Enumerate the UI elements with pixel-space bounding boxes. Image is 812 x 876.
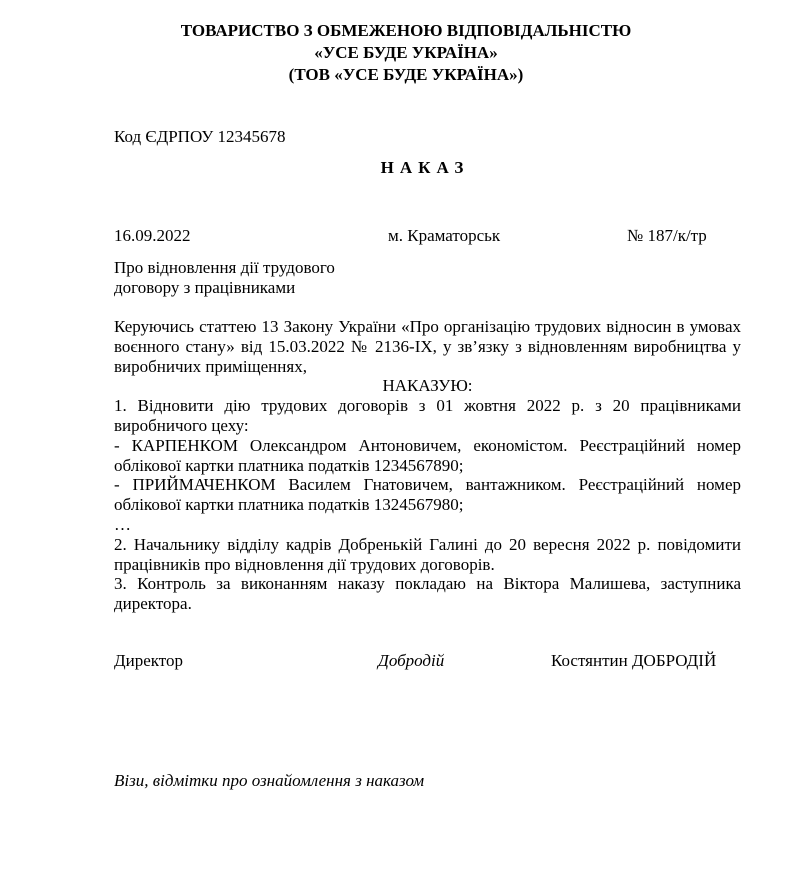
order-item-3: 3. Контроль за виконанням наказу покладаю на Віктора Малишева, заступника директора. <box>114 574 741 614</box>
signatory-name: Костянтин ДОБРОДІЙ <box>551 651 717 670</box>
order-item-1: 1. Відновити дію трудових договорів з 01 жовтня 2022 р. з 20 працівниками виробничого цеху: <box>114 396 741 435</box>
order-city: м. Краматорськ <box>388 226 501 245</box>
edrpou-code: Код ЄДРПОУ 12345678 <box>114 127 286 146</box>
order-subject <box>114 258 414 298</box>
signature-mark: Добродій <box>378 651 445 670</box>
order-word: НАКАЗУЮ: <box>382 376 473 396</box>
subject-line2: договору з працівниками <box>114 278 296 297</box>
ellipsis: … <box>114 514 131 534</box>
document-title: НАКАЗ <box>380 158 470 177</box>
subject-line1: Про відновлення дії трудового <box>114 258 335 277</box>
signatory-role: Директор <box>114 651 183 670</box>
order-body <box>114 317 741 614</box>
preamble-paragraph: Керуючись статтею 13 Закону України «Про організацію трудових відносин в умовах воєнного стану» від 15.03.2022 № 2136-IX, у зв’язку з відновленням виробництва у виробничих приміщеннях, <box>114 317 741 376</box>
worker-entry-1: - КАРПЕНКОМ Олександром Антоновичем, економістом. Реєстраційний номер облікової картки платника податків 1234567890; <box>114 435 741 475</box>
order-number: № 187/к/тр <box>627 226 707 245</box>
company-name-line1: ТОВАРИСТВО З ОБМЕЖЕНОЮ ВІДПОВІДАЛЬНІСТЮ <box>180 21 632 40</box>
order-date: 16.09.2022 <box>114 226 191 245</box>
company-name-line2: «УСЕ БУДЕ УКРАЇНА» <box>314 43 498 62</box>
company-header <box>0 20 812 86</box>
visas-note: Візи, відмітки про ознайомлення з наказом <box>114 771 425 790</box>
company-short-name: (ТОВ «УСЕ БУДЕ УКРАЇНА») <box>288 65 524 84</box>
order-item-2: 2. Начальнику відділу кадрів Добренькій Галині до 20 вересня 2022 р. повідомити працівників про відновлення дії трудових договорів. <box>114 534 741 574</box>
worker-entry-2: - ПРИЙМАЧЕНКОМ Василем Гнатовичем, вантажником. Реєстраційний номер облікової картки платника податків 1324567980; <box>114 475 741 515</box>
